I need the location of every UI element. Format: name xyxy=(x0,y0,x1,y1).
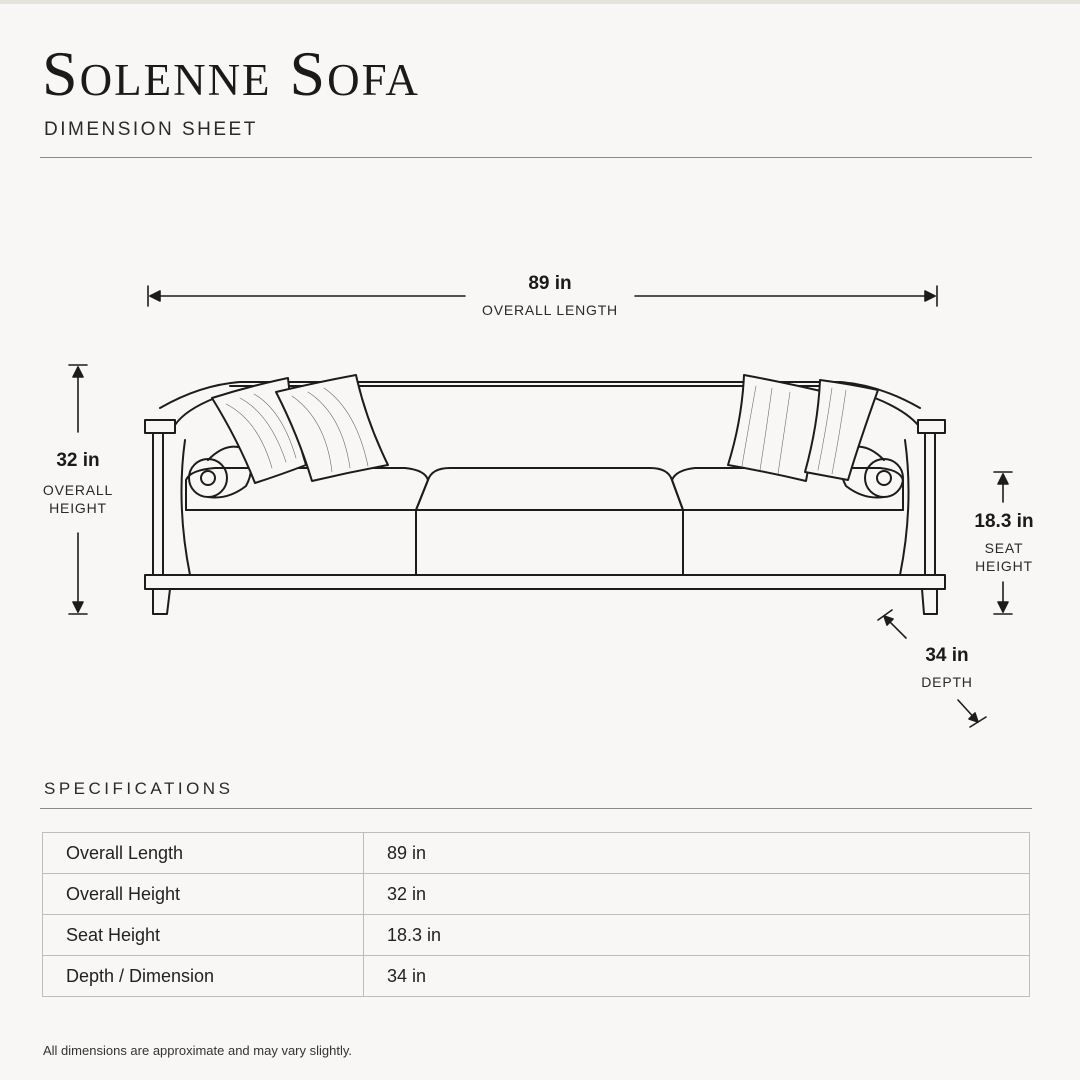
height-label-line1: OVERALL xyxy=(42,482,114,498)
table-row xyxy=(43,915,1030,956)
specifications-table xyxy=(42,832,1030,997)
height-label-line2: HEIGHT xyxy=(49,500,107,516)
length-value: 89 in xyxy=(528,273,572,294)
spec-key: Depth / Dimension xyxy=(43,956,364,997)
spec-key: Seat Height xyxy=(43,915,364,956)
height-value: 32 in xyxy=(56,450,100,471)
table-row xyxy=(43,833,1030,874)
spec-value: 18.3 in xyxy=(364,915,1030,956)
depth-value: 34 in xyxy=(925,645,969,666)
sofa-illustration xyxy=(145,375,945,614)
seat-height-label-line2: HEIGHT xyxy=(975,558,1033,574)
spec-value: 89 in xyxy=(364,833,1030,874)
spec-key: Overall Height xyxy=(43,874,364,915)
table-row xyxy=(43,874,1030,915)
seat-height-value: 18.3 in xyxy=(974,511,1034,532)
specifications-heading: SPECIFICATIONS xyxy=(44,779,234,798)
depth-label: DEPTH xyxy=(921,674,973,690)
footnote: All dimensions are approximate and may vary slightly. xyxy=(43,1043,353,1058)
seat-height-label-line1: SEAT xyxy=(984,540,1024,556)
page-subtitle: DIMENSION SHEET xyxy=(44,119,258,140)
spec-value: 34 in xyxy=(364,956,1030,997)
page-title: Solenne Sofa xyxy=(42,38,420,109)
length-label: OVERALL LENGTH xyxy=(482,302,618,318)
table-row xyxy=(43,956,1030,997)
specifications-divider xyxy=(40,808,1032,809)
spec-value: 32 in xyxy=(364,874,1030,915)
spec-key: Overall Length xyxy=(43,833,364,874)
depth-dimension-arrows xyxy=(878,610,986,727)
